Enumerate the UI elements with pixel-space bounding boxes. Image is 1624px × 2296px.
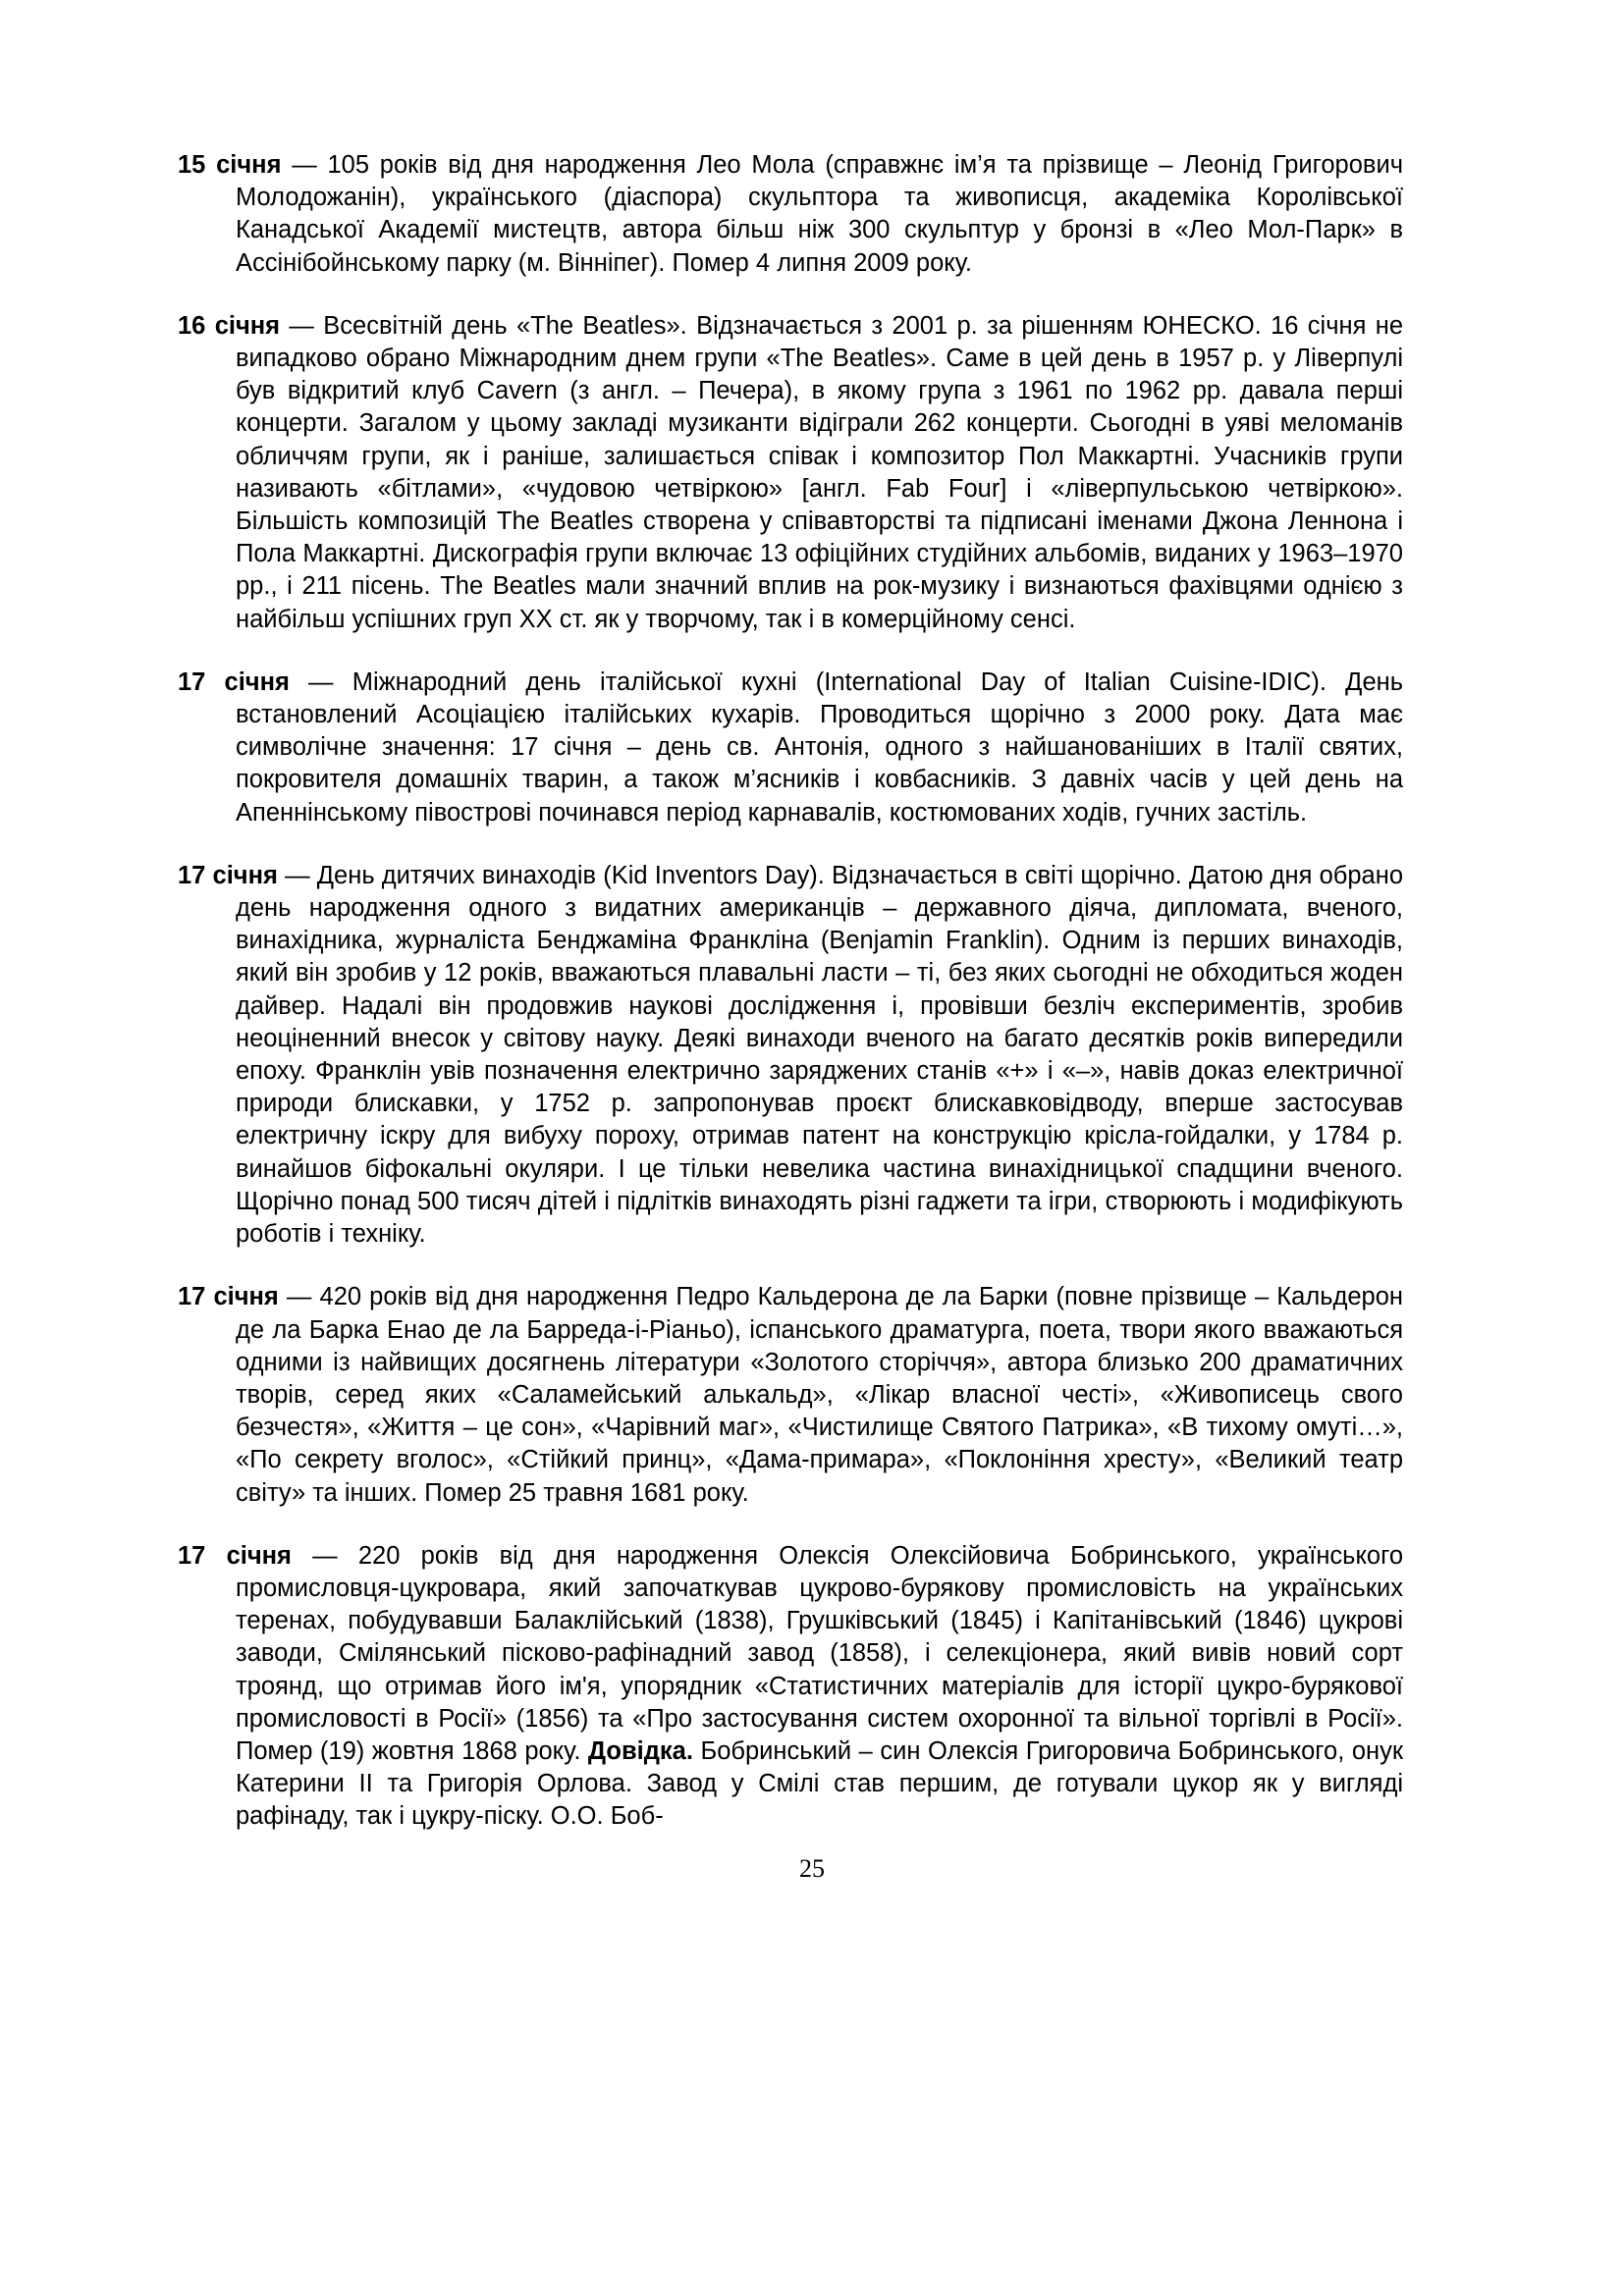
- calendar-entry: [178, 1281, 1403, 1509]
- entry-date: 17 січня: [178, 667, 290, 696]
- entry-text: День дитячих винаходів (Kid Inventors Day). Відзначається в світі щорічно. Датою дня обрано день народження одного з видатних американців – державного діяча, дипломата, вченого, винахідника, журналіста Бенджаміна Франкліна (Benjamin Franklin). Одним із перших винаходів, який він зробив у 12 років, вважаються плавальні ласти – ті, без яких сьогодні не обходиться жоден дайвер. Надалі він продовжив наукові дослідження і, провівши безліч експериментів, зробив неоціненний внесок у світову науку. Деякі винаходи вченого на багато десятків років випередили епоху. Франклін увів позначення електрично заряджених станів «+» і «–», навів доказ електричної природи блискавки, у 1752 р. запропонував проєкт блискавковідводу, вперше застосував електричну іскру для вибуху пороху, отримав патент на конструкцію крісла-гойдалки, у 1784 р. винайшов біфокальні окуляри. І це тільки невелика частина винахідницької спадщини вченого. Щорічно понад 500 тисяч дітей і підлітків винаходять різні гаджети та ігри, створюють і модифікують роботів і техніку.: [236, 861, 1403, 1249]
- page-number: 25: [799, 1854, 825, 1883]
- entry-date: 15 січня: [178, 151, 282, 179]
- entry-dash: —: [280, 311, 324, 340]
- entry-dash: —: [289, 667, 352, 696]
- reference-text: Бобринський – син Олексія Григоровича Бобринського, онук Катерини ІІ та Григорія Орлова. Завод у Смілі став першим, де готували цукор як у вигляді рафінаду, так і цукру-піску. О.О. Боб-: [236, 1736, 1403, 1831]
- calendar-entry: [178, 310, 1403, 636]
- entry-date: 17 січня: [178, 861, 278, 889]
- entry-text: Міжнародний день італійської кухні (International Day of Italian Cuisine-IDIC). День встановлений Асоціацією італійських кухарів. Проводиться щорічно з 2000 року. Дата має символічне значення: 17 січня – день св. Антонія, одного з найшанованіших в Італії святих, покровителя домашніх тварин, а також м’ясників і ковбасників. З давніх часів у цей день на Апеннінському півострові починався період карнавалів, костюмованих ходів, гучних застіль.: [236, 667, 1403, 827]
- entry-dash: —: [291, 1541, 358, 1570]
- entry-date: 16 січня: [178, 311, 281, 340]
- calendar-entries: [178, 149, 1403, 1864]
- calendar-entry: [178, 667, 1403, 829]
- entry-text: 105 років від дня народження Лео Мола (справжнє ім’я та прізвище – Леонід Григорович Молодожанін), українського (діаспора) скульптора та живописця, академіка Королівської Канадської Академії мистецтв, автора більш ніж 300 скульптур у бронзі в «Лео Мол-Парк» в Ассінібойнському парку (м. Вінніпег). Помер 4 липня 2009 року.: [236, 151, 1403, 277]
- reference-label: Довідка.: [587, 1736, 693, 1765]
- entry-date: 17 січня: [178, 1283, 279, 1311]
- entry-text: Всесвітній день «The Beatles». Відзначається з 2001 р. за рішенням ЮНЕСКО. 16 січня не випадково обрано Міжнародним днем групи «The Beatles». Саме в цей день в 1957 р. у Ліверпулі був відкритий клуб Cavern (з англ. – Печера), в якому група з 1961 по 1962 рр. давала перші концерти. Загалом у цьому закладі музиканти відіграли 262 концерти. Сьогодні в уяві меломанів обличчям групи, як і раніше, залишається співак і композитор Пол Маккартні. Учасників групи називають «бітлами», «чудовою четвіркою» [англ. Fab Four] і «ліверпульською четвіркою». Більшість композицій The Beatles створена у співавторстві та підписані іменами Джона Леннона і Пола Маккартні. Дискографія групи включає 13 офіційних студійних альбомів, виданих у 1963–1970 рр., і 211 пісень. The Beatles мали значний вплив на рок-музику і визнаються фахівцями однією з найбільш успішних груп ХХ ст. як у творчому, так і в комерційному сенсі.: [236, 311, 1403, 633]
- entry-date: 17 січня: [178, 1541, 292, 1570]
- entry-dash: —: [277, 861, 317, 889]
- calendar-entry: [178, 149, 1403, 280]
- entry-text: 220 років від дня народження Олексія Олексійовича Бобринського, українського промисловця-цукровара, який започаткував цукрово-бурякову промисловість на українських теренах, побудувавши Балаклійський (1838), Грушківський (1845) і Капітанівський (1846) цукрові заводи, Смілянський пісково-рафінадний завод (1858), і селекціонера, який вивів новий сорт троянд, що отримав його ім'я, упорядник «Статистичних матеріалів для історії цукро-бурякової промисловості в Росії» (1856) та «Про застосування систем охоронної та вільної торгівлі в Росії». Помер (19) жовтня 1868 року.: [236, 1541, 1404, 1765]
- entry-text: 420 років від дня народження Педро Кальдерона де ла Барки (повне прізвище – Кальдерон де ла Барка Енао де ла Барреда-і-Ріаньо), іспанського драматурга, поета, твори якого вважаються одними із найвищих досягнень літератури «Золотого сторіччя», автора близько 200 драматичних творів, серед яких «Саламейський алькальд», «Лікар власної честі», «Живописець свого безчестя», «Життя – це сон», «Чарівний маг», «Чистилище Святого Патрика», «В тихому омуті…», «По секрету вголос», «Стійкий принц», «Дама-примара», «Поклоніння хресту», «Великий театр світу» та інших. Помер 25 травня 1681 року.: [236, 1283, 1403, 1507]
- entry-dash: —: [278, 1283, 320, 1311]
- entry-dash: —: [281, 151, 328, 179]
- calendar-entry: [178, 1540, 1403, 1834]
- calendar-entry: [178, 860, 1403, 1251]
